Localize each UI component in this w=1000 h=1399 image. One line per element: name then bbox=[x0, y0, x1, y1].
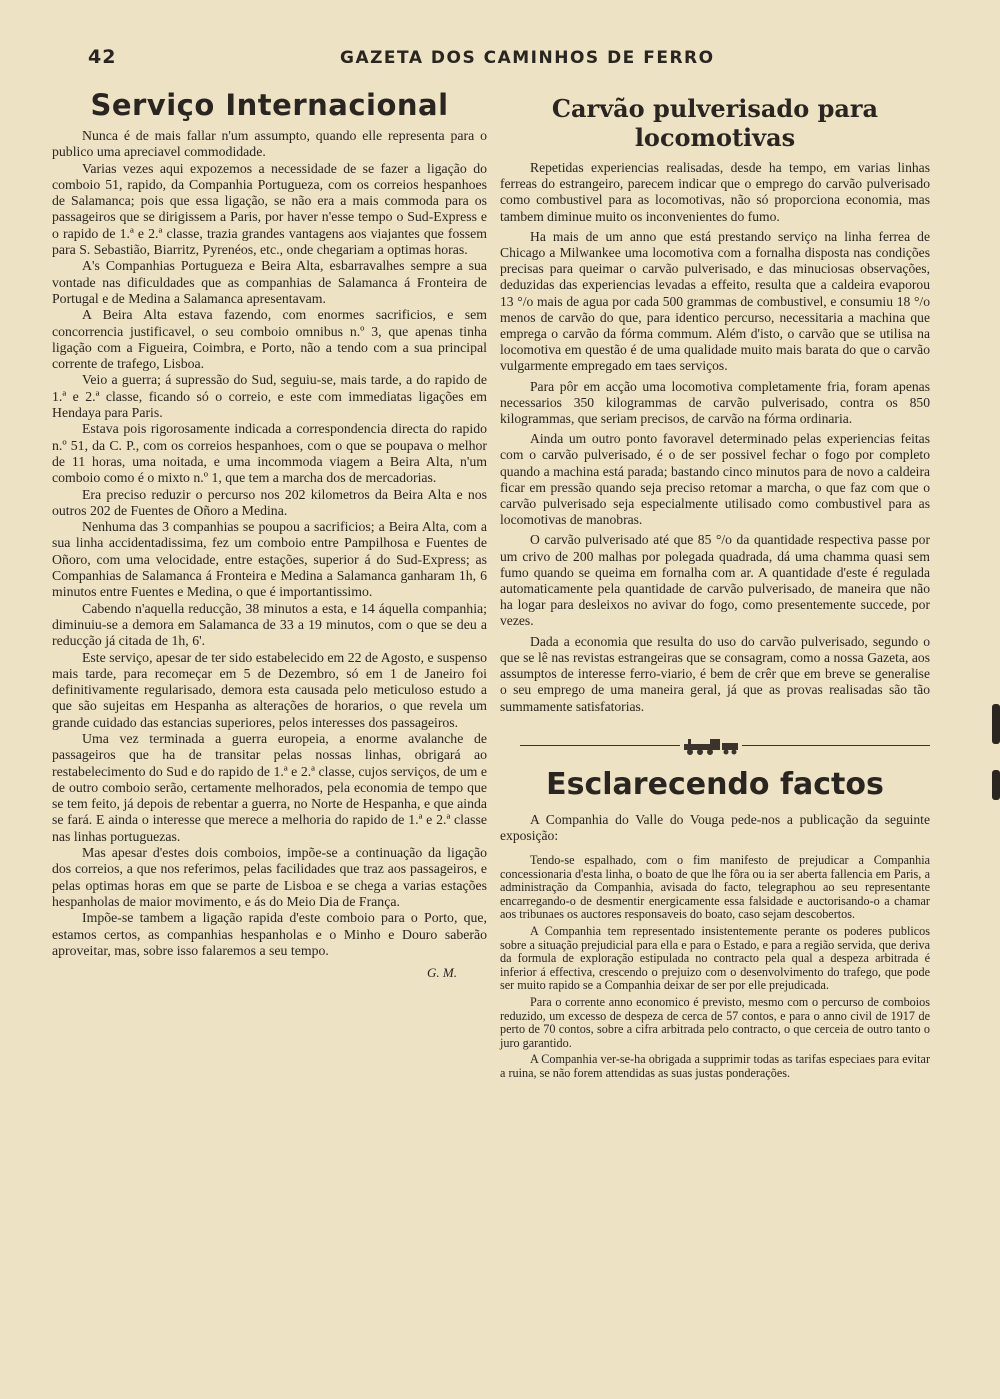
page-edge-mark bbox=[992, 770, 1000, 800]
article-paragraph: Ainda um outro ponto favoravel determinado pelas experiencias feitas com o carvão pulverisado, é o de ser possivel fechar o fogo por completo quando a machina está parada; bastando cinco minutos para de novo a caldeira ficar em pressão quando seja preciso retomar a marcha, o que faz com que o carvão pulverisado seja especialmente utilisado como combustivel para as locomotivas de manobras. bbox=[500, 431, 930, 528]
author-signature: G. M. bbox=[427, 965, 457, 981]
quoted-paragraph: A Companhia tem representado insistentemente perante os poderes publicos sobre a situação prejudicial para ella e para o Estado, e para a região servida, que deriva da formula de exploração estipulada no contracto pela qual a despeza arbitrada é inferior á effectiva, crescendo o prejuizo com o desenvolvimento do trafego, que pode ser muito rapido se a Companhia deixar de ser por elle prejudicada. bbox=[500, 924, 930, 993]
article-paragraph: Dada a economia que resulta do uso do carvão pulverisado, segundo o que se lê nas revistas estrangeiras que se consagram, como a nossa Gazeta, aos assumptos de interesse ferro-viario, é bem de crêr que em breve se generalise o seu emprego de uma maneira geral, já que as provas realisadas são tão summamente satisfatorias. bbox=[500, 633, 930, 714]
right-column bbox=[500, 88, 930, 1084]
article-title: Esclarecendo factos bbox=[546, 766, 884, 802]
page-edge-mark bbox=[992, 704, 1000, 744]
article-paragraph: Estava pois rigorosamente indicada a correspondencia directa do rapido n.º 51, da C. P., com os correios hespanhoes, com o que se poupava o melhor de 11 horas, uma noitada, e uma incommoda viagem a Beira Alta, n'um comboio como é o mixto n.º 1, que tem a marcha dos de mercadorias. bbox=[52, 421, 487, 486]
article-paragraph: A's Companhias Portugueza e Beira Alta, esbarravalhes sempre a sua vontade nas dificuldades que as companhias de Salamanca á Fronteira de Portugal e de Medina a Salamanca apresentavam. bbox=[52, 258, 487, 306]
article-paragraph: Uma vez terminada a guerra europeia, a enorme avalanche de passageiros que ha de transitar pelas nossas linhas, obrigará ao restabelecimento do Sud e do rapido de 1.ª e 2.ª classe, cujos serviços, de um e de outro comboio serão, certamente melhorados, pela economia de tempo que se tem feito, já depois de rebentar a guerra, no Norte de Hespanha, e que ainda se fará. E ainda o interesse que merece a melhoria do rapido de 1.ª e 2.ª classe nas linhas portuguezas. bbox=[52, 730, 487, 844]
quoted-paragraph: A Companhia ver-se-ha obrigada a supprimir todas as tarifas especiaes para evitar a ruina, se não forem attendidas as suas justas ponderações. bbox=[500, 1052, 930, 1081]
locomotive-icon bbox=[680, 736, 742, 756]
article-paragraph: Veio a guerra; á supressão do Sud, seguiu-se, mais tarde, a do rapido de 1.ª e 2.ª classe, ficando só o correio, e este com immediatas ligações em Hendaya para Paris. bbox=[52, 372, 487, 421]
quoted-paragraph: Para o corrente anno economico é previsto, mesmo com o percurso de comboios reduzido, um excesso de despeza de cerca de 57 contos, e para o anno civil de 1917 de perto de 70 contos, sobre a cifra arbitrada pelo contracto, o que cerceia de outro tanto o juro garantido. bbox=[500, 995, 930, 1050]
article-intro: A Companhia do Valle do Vouga pede-nos a publicação da seguinte exposição: bbox=[500, 811, 930, 843]
article-paragraph: Era preciso reduzir o percurso nos 202 kilometros da Beira Alta e nos outros 202 de Fuentes de Oñoro a Medina. bbox=[52, 486, 487, 518]
article-title: Carvão pulverisado para locomotivas bbox=[551, 94, 879, 152]
article-paragraph: O carvão pulverisado até que 85 °/o da quantidade respectiva passe por um crivo de 200 malhas por polegada quadrada, dá uma chamma quasi sem fumo quando se queima em fornalha com ar. A quantidade d'este é regulada automaticamente pela quantidade de carvão pulverisado, de maneira que não ha logar para desleixos no avivar do fogo, como presentemente succede, por vezes. bbox=[500, 532, 930, 629]
article-servico-internacional bbox=[52, 88, 487, 981]
article-title: Serviço Internacional bbox=[90, 88, 449, 122]
quoted-paragraph: Tendo-se espalhado, com o fim manifesto de prejudicar a Companhia concessionaria d'esta linha, o boato de que lhe fôra ou ia ser aberta fallencia em Paris, a administração da Companhia, avisada do facto, telegraphou ao seu representante encarregando-o de desmentir energicamente essa falsidade e auctorisando-o a chamar aos tribunaes os auctores responsaveis do boato, caso sejam descobertos. bbox=[500, 853, 930, 922]
article-paragraph: Para pôr em acção uma locomotiva completamente fria, foram apenas necessarios 350 kilogrammas de carvão pulverisado, contra os 850 kilogrammas, que seriam precisos, de carvão na fórma ordinaria. bbox=[500, 378, 930, 427]
page-number: 42 bbox=[88, 46, 117, 68]
journal-title: GAZETA DOS CAMINHOS DE FERRO bbox=[340, 48, 715, 68]
article-paragraph: Varias vezes aqui expozemos a necessidade de se fazer a ligação do comboio 51, rapido, da Companhia Portugueza, com os correios hespanhoes de Salamanca; pois que essa ligação, se não era a mais commoda para os passageiros que se dirigissem a Paris, por haver n'esse tempo o Sud-Express e o rapido de 1.ª e 2.ª classe, trazia grandes vantagens aos viajantes que fossem para S. Sebastião, Biarritz, Pyrenéos, etc., onde chegariam a optimas horas. bbox=[52, 160, 487, 258]
article-paragraph: Cabendo n'aquella reducção, 38 minutos a esta, e 14 áquella companhia; diminuiu-se a demora em Salamanca de 33 a 19 minutos, com o que se deu a reducção já citada de 1h, 6'. bbox=[52, 600, 487, 649]
article-paragraph: Repetidas experiencias realisadas, desde ha tempo, em varias linhas ferreas do estrangeiro, parecem indicar que o emprego do carvão pulverisado como combustivel para as locomotivas, não só proporciona economia, mas tambem diminue muito os inconvenientes do fumo. bbox=[500, 160, 930, 224]
article-paragraph: Impõe-se tambem a ligação rapida d'este comboio para o Porto, que, estamos certos, as companhias hespanholas e o Minho e Douro saberão aproveitar, mas, sobre isso falaremos a seu tempo. bbox=[52, 910, 487, 958]
running-head bbox=[88, 46, 940, 72]
article-paragraph: A Beira Alta estava fazendo, com enormes sacrificios, e sem concorrencia justificavel, o seu comboio omnibus n.º 3, que apenas tinha ligação com a Figueira, Coimbra, e Porto, não a tendo com a sua principal corrente de trafego, Lisboa. bbox=[52, 307, 487, 372]
article-paragraph: Este serviço, apesar de ter sido estabelecido em 22 de Agosto, e suspenso mais tarde, para recomeçar em 5 de Dezembro, só em 1 de Janeiro foi definitivamente regularisado, demora esta causada pelo meticuloso estudo a que são sujeitas em Hespanha as alterações de horarios, o que revela um grande cuidado das estancias superiores, pelos interesses dos passageiros. bbox=[52, 649, 487, 730]
article-paragraph: Nunca é de mais fallar n'um assumpto, quando elle representa para o publico uma apreciavel commodidade. bbox=[52, 128, 487, 160]
article-paragraph: Nenhuma das 3 companhias se poupou a sacrificios; a Beira Alta, com a sua linha accidentadissima, fez um comboio entre Pampilhosa e Fuentes de Oñoro, com uma velocidade, entre estações, superior á do Sud-Express; as Companhias de Salamanca á Fronteira e Medina a Salamanca ganharam 1h, 6 minutos entre Fuentes e Medina, o que é importantissimo. bbox=[52, 519, 487, 600]
article-paragraph: Ha mais de um anno que está prestando serviço na linha ferrea de Chicago a Milwankee uma locomotiva com a fornalha disposta nas condições precisas para queimar o carvão pulverisado, e das minuciosas observações, deduzidas das experiencias levadas a effeito, resulta que a caldeira evaporou 13 °/o mais de agua por cada 500 grammas de combustivel, e consumiu 18 °/o menos de carvão do que, para identico percurso, necessitaria a machina que emprega o carvão da fórma commum. Além d'isto, o carvão que se utilisa na locomotiva em questão é de uma qualidade muito mais barata do que o carvão vulgarmente empregado em taes serviços. bbox=[500, 228, 930, 374]
section-divider bbox=[520, 735, 930, 757]
article-paragraph: Mas apesar d'estes dois comboios, impõe-se a continuação da ligação dos correios, a que nos referimos, pelas facilidades que traz aos passageiros, e pelas optimas horas em que se parte de Lisboa e se chega a varias estações hespanholas de maior movimento, e ás do Meio Dia de França. bbox=[52, 845, 487, 909]
